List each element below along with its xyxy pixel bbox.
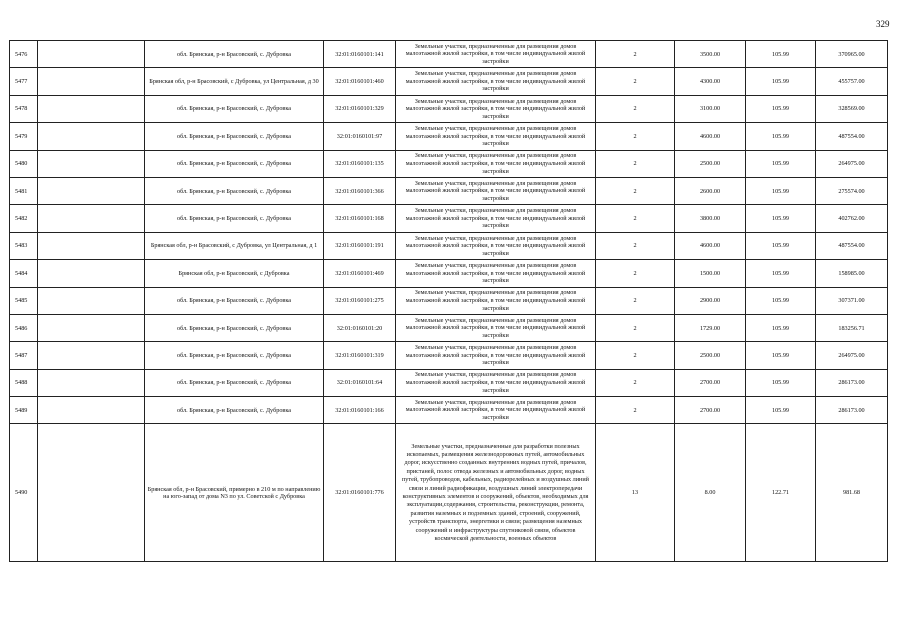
cadastral-number: 32:01:0160101:776 (324, 424, 396, 562)
land-purpose: Земельные участки, предназначенные для размещения домов малоэтажной жилой застройки, в том числе индивидуальной жилой застройки (396, 232, 596, 259)
area-cell: 2600.00 (675, 177, 746, 204)
area-cell: 3500.00 (675, 41, 746, 68)
empty-cell (38, 260, 145, 287)
row-number: 5487 (10, 342, 38, 369)
page-number: 329 (876, 19, 890, 29)
table-row (10, 342, 888, 369)
table-row (10, 177, 888, 204)
table-row (10, 424, 888, 562)
address-cell: обл. Брянская, р-н Брасовский, с. Дубровка (145, 177, 324, 204)
land-purpose: Земельные участки, предназначенные для размещения домов малоэтажной жилой застройки, в том числе индивидуальной жилой застройки (396, 287, 596, 314)
cadastral-value: 370965.00 (816, 41, 888, 68)
empty-cell (38, 95, 145, 122)
table-row (10, 123, 888, 150)
address-cell: обл. Брянская, р-н Брасовский, с. Дубровка (145, 41, 324, 68)
group-number: 2 (596, 314, 675, 341)
address-cell: обл. Брянская, р-н Брасовский, с. Дубровка (145, 314, 324, 341)
row-number: 5482 (10, 205, 38, 232)
cadastral-value: 286173.00 (816, 369, 888, 396)
group-number: 2 (596, 150, 675, 177)
address-cell: Брянская обл, р-н Брасовский, с Дубровка, ул Центральная, д 30 (145, 68, 324, 95)
cadastral-value: 981.68 (816, 424, 888, 562)
rate-cell: 105.99 (746, 260, 816, 287)
cadastral-table (9, 40, 888, 562)
empty-cell (38, 342, 145, 369)
cadastral-number: 32:01:0160101:469 (324, 260, 396, 287)
land-purpose: Земельные участки, предназначенные для размещения домов малоэтажной жилой застройки, в том числе индивидуальной жилой застройки (396, 342, 596, 369)
row-number: 5477 (10, 68, 38, 95)
land-purpose: Земельные участки, предназначенные для размещения домов малоэтажной жилой застройки, в том числе индивидуальной жилой застройки (396, 369, 596, 396)
table-row (10, 95, 888, 122)
cadastral-value: 328569.00 (816, 95, 888, 122)
group-number: 2 (596, 369, 675, 396)
cadastral-value: 402762.00 (816, 205, 888, 232)
table-row (10, 232, 888, 259)
table-body (10, 41, 888, 562)
row-number: 5476 (10, 41, 38, 68)
table-row (10, 369, 888, 396)
area-cell: 3800.00 (675, 205, 746, 232)
group-number: 2 (596, 397, 675, 424)
land-purpose: Земельные участки, предназначенные для разработки полезных ископаемых, размещения железнодорожных путей, автомобильных дорог, искусственно созданных внутренних водных путей, причалов, пристаней, полос отвода железных и автомобильных дорог, водных путей, трубопроводов, кабельных, радиорелейных и воздушных линий связи и линий радиофикации, воздушных линий электропередачи конструктивных элементов и сооружений, объектов, необходимых для эксплуатации,содержания, строительства, реконструкции, ремонта, развития наземных и подземных зданий, строений, сооружений, устройств транспорта, энергетики и связи; размещения наземных сооружений и инфраструктуры спутниковой связи, объектов космической деятельности, военных объектов (396, 424, 596, 562)
cadastral-number: 32:01:0160101:97 (324, 123, 396, 150)
address-cell: обл. Брянская, р-н Брасовский, с. Дубровка (145, 95, 324, 122)
cadastral-number: 32:01:0160101:366 (324, 177, 396, 204)
table-row (10, 397, 888, 424)
cadastral-number: 32:01:0160101:191 (324, 232, 396, 259)
row-number: 5484 (10, 260, 38, 287)
rate-cell: 105.99 (746, 397, 816, 424)
empty-cell (38, 369, 145, 396)
group-number: 2 (596, 205, 675, 232)
rate-cell: 105.99 (746, 314, 816, 341)
address-cell: Брянская обл, р-н Брасовский, с Дубровка (145, 260, 324, 287)
row-number: 5486 (10, 314, 38, 341)
cadastral-value: 487554.00 (816, 123, 888, 150)
table-row (10, 205, 888, 232)
rate-cell: 105.99 (746, 123, 816, 150)
land-purpose: Земельные участки, предназначенные для размещения домов малоэтажной жилой застройки, в том числе индивидуальной жилой застройки (396, 205, 596, 232)
cadastral-value: 275574.00 (816, 177, 888, 204)
group-number: 2 (596, 68, 675, 95)
row-number: 5478 (10, 95, 38, 122)
rate-cell: 105.99 (746, 232, 816, 259)
cadastral-value: 307371.00 (816, 287, 888, 314)
address-cell: обл. Брянская, р-н Брасовский, с. Дубровка (145, 205, 324, 232)
empty-cell (38, 68, 145, 95)
rate-cell: 105.99 (746, 342, 816, 369)
cadastral-value: 183256.71 (816, 314, 888, 341)
group-number: 2 (596, 287, 675, 314)
cadastral-number: 32:01:0160101:460 (324, 68, 396, 95)
land-purpose: Земельные участки, предназначенные для размещения домов малоэтажной жилой застройки, в том числе индивидуальной жилой застройки (396, 68, 596, 95)
group-number: 2 (596, 95, 675, 122)
cadastral-value: 286173.00 (816, 397, 888, 424)
rate-cell: 105.99 (746, 177, 816, 204)
address-cell: Брянская обл, р-н Брасовский, с Дубровка, ул Центральная, д 1 (145, 232, 324, 259)
cadastral-number: 32:01:0160101:166 (324, 397, 396, 424)
address-cell: Брянская обл, р-н Брасовский, примерно в 210 м по направлению на юго-запад от дома N3 по ул. Советской с Дубровка (145, 424, 324, 562)
cadastral-value: 264975.00 (816, 342, 888, 369)
table-row (10, 287, 888, 314)
rate-cell: 105.99 (746, 150, 816, 177)
row-number: 5481 (10, 177, 38, 204)
area-cell: 1729.00 (675, 314, 746, 341)
row-number: 5490 (10, 424, 38, 562)
address-cell: обл. Брянская, р-н Брасовский, с. Дубровка (145, 123, 324, 150)
address-cell: обл. Брянская, р-н Брасовский, с. Дубровка (145, 150, 324, 177)
area-cell: 1500.00 (675, 260, 746, 287)
group-number: 2 (596, 41, 675, 68)
area-cell: 8.00 (675, 424, 746, 562)
cadastral-value: 264975.00 (816, 150, 888, 177)
land-purpose: Земельные участки, предназначенные для размещения домов малоэтажной жилой застройки, в том числе индивидуальной жилой застройки (396, 41, 596, 68)
land-purpose: Земельные участки, предназначенные для размещения домов малоэтажной жилой застройки, в том числе индивидуальной жилой застройки (396, 177, 596, 204)
row-number: 5489 (10, 397, 38, 424)
rate-cell: 105.99 (746, 95, 816, 122)
row-number: 5485 (10, 287, 38, 314)
address-cell: обл. Брянская, р-н Брасовский, с. Дубровка (145, 342, 324, 369)
area-cell: 4600.00 (675, 232, 746, 259)
cadastral-number: 32:01:0160101:135 (324, 150, 396, 177)
group-number: 2 (596, 342, 675, 369)
group-number: 2 (596, 260, 675, 287)
rate-cell: 105.99 (746, 287, 816, 314)
empty-cell (38, 397, 145, 424)
rate-cell: 105.99 (746, 205, 816, 232)
land-purpose: Земельные участки, предназначенные для размещения домов малоэтажной жилой застройки, в том числе индивидуальной жилой застройки (396, 314, 596, 341)
group-number: 2 (596, 177, 675, 204)
cadastral-value: 455757.00 (816, 68, 888, 95)
cadastral-value: 158985.00 (816, 260, 888, 287)
address-cell: обл. Брянская, р-н Брасовский, с. Дубровка (145, 397, 324, 424)
cadastral-number: 32:01:0160101:141 (324, 41, 396, 68)
address-cell: обл. Брянская, р-н Брасовский, с. Дубровка (145, 369, 324, 396)
cadastral-number: 32:01:0160101:64 (324, 369, 396, 396)
rate-cell: 105.99 (746, 41, 816, 68)
empty-cell (38, 123, 145, 150)
area-cell: 4600.00 (675, 123, 746, 150)
rate-cell: 105.99 (746, 369, 816, 396)
rate-cell: 122.71 (746, 424, 816, 562)
table-row (10, 260, 888, 287)
land-purpose: Земельные участки, предназначенные для размещения домов малоэтажной жилой застройки, в том числе индивидуальной жилой застройки (396, 397, 596, 424)
table-row (10, 150, 888, 177)
row-number: 5480 (10, 150, 38, 177)
group-number: 2 (596, 232, 675, 259)
empty-cell (38, 314, 145, 341)
area-cell: 2700.00 (675, 397, 746, 424)
row-number: 5479 (10, 123, 38, 150)
cadastral-number: 32:01:0160101:329 (324, 95, 396, 122)
cadastral-value: 487554.00 (816, 232, 888, 259)
group-number: 2 (596, 123, 675, 150)
land-purpose: Земельные участки, предназначенные для размещения домов малоэтажной жилой застройки, в том числе индивидуальной жилой застройки (396, 260, 596, 287)
land-purpose: Земельные участки, предназначенные для размещения домов малоэтажной жилой застройки, в том числе индивидуальной жилой застройки (396, 123, 596, 150)
land-purpose: Земельные участки, предназначенные для размещения домов малоэтажной жилой застройки, в том числе индивидуальной жилой застройки (396, 150, 596, 177)
empty-cell (38, 177, 145, 204)
table-row (10, 314, 888, 341)
table-row (10, 41, 888, 68)
empty-cell (38, 232, 145, 259)
area-cell: 3100.00 (675, 95, 746, 122)
area-cell: 2900.00 (675, 287, 746, 314)
area-cell: 4300.00 (675, 68, 746, 95)
row-number: 5483 (10, 232, 38, 259)
group-number: 13 (596, 424, 675, 562)
table-row (10, 68, 888, 95)
row-number: 5488 (10, 369, 38, 396)
empty-cell (38, 287, 145, 314)
empty-cell (38, 205, 145, 232)
empty-cell (38, 424, 145, 562)
rate-cell: 105.99 (746, 68, 816, 95)
area-cell: 2700.00 (675, 369, 746, 396)
cadastral-number: 32:01:0160101:275 (324, 287, 396, 314)
area-cell: 2500.00 (675, 150, 746, 177)
empty-cell (38, 41, 145, 68)
empty-cell (38, 150, 145, 177)
cadastral-number: 32:01:0160101:168 (324, 205, 396, 232)
land-purpose: Земельные участки, предназначенные для размещения домов малоэтажной жилой застройки, в том числе индивидуальной жилой застройки (396, 95, 596, 122)
cadastral-number: 32:01:0160101:319 (324, 342, 396, 369)
area-cell: 2500.00 (675, 342, 746, 369)
cadastral-number: 32:01:0160101:20 (324, 314, 396, 341)
address-cell: обл. Брянская, р-н Брасовский, с. Дубровка (145, 287, 324, 314)
